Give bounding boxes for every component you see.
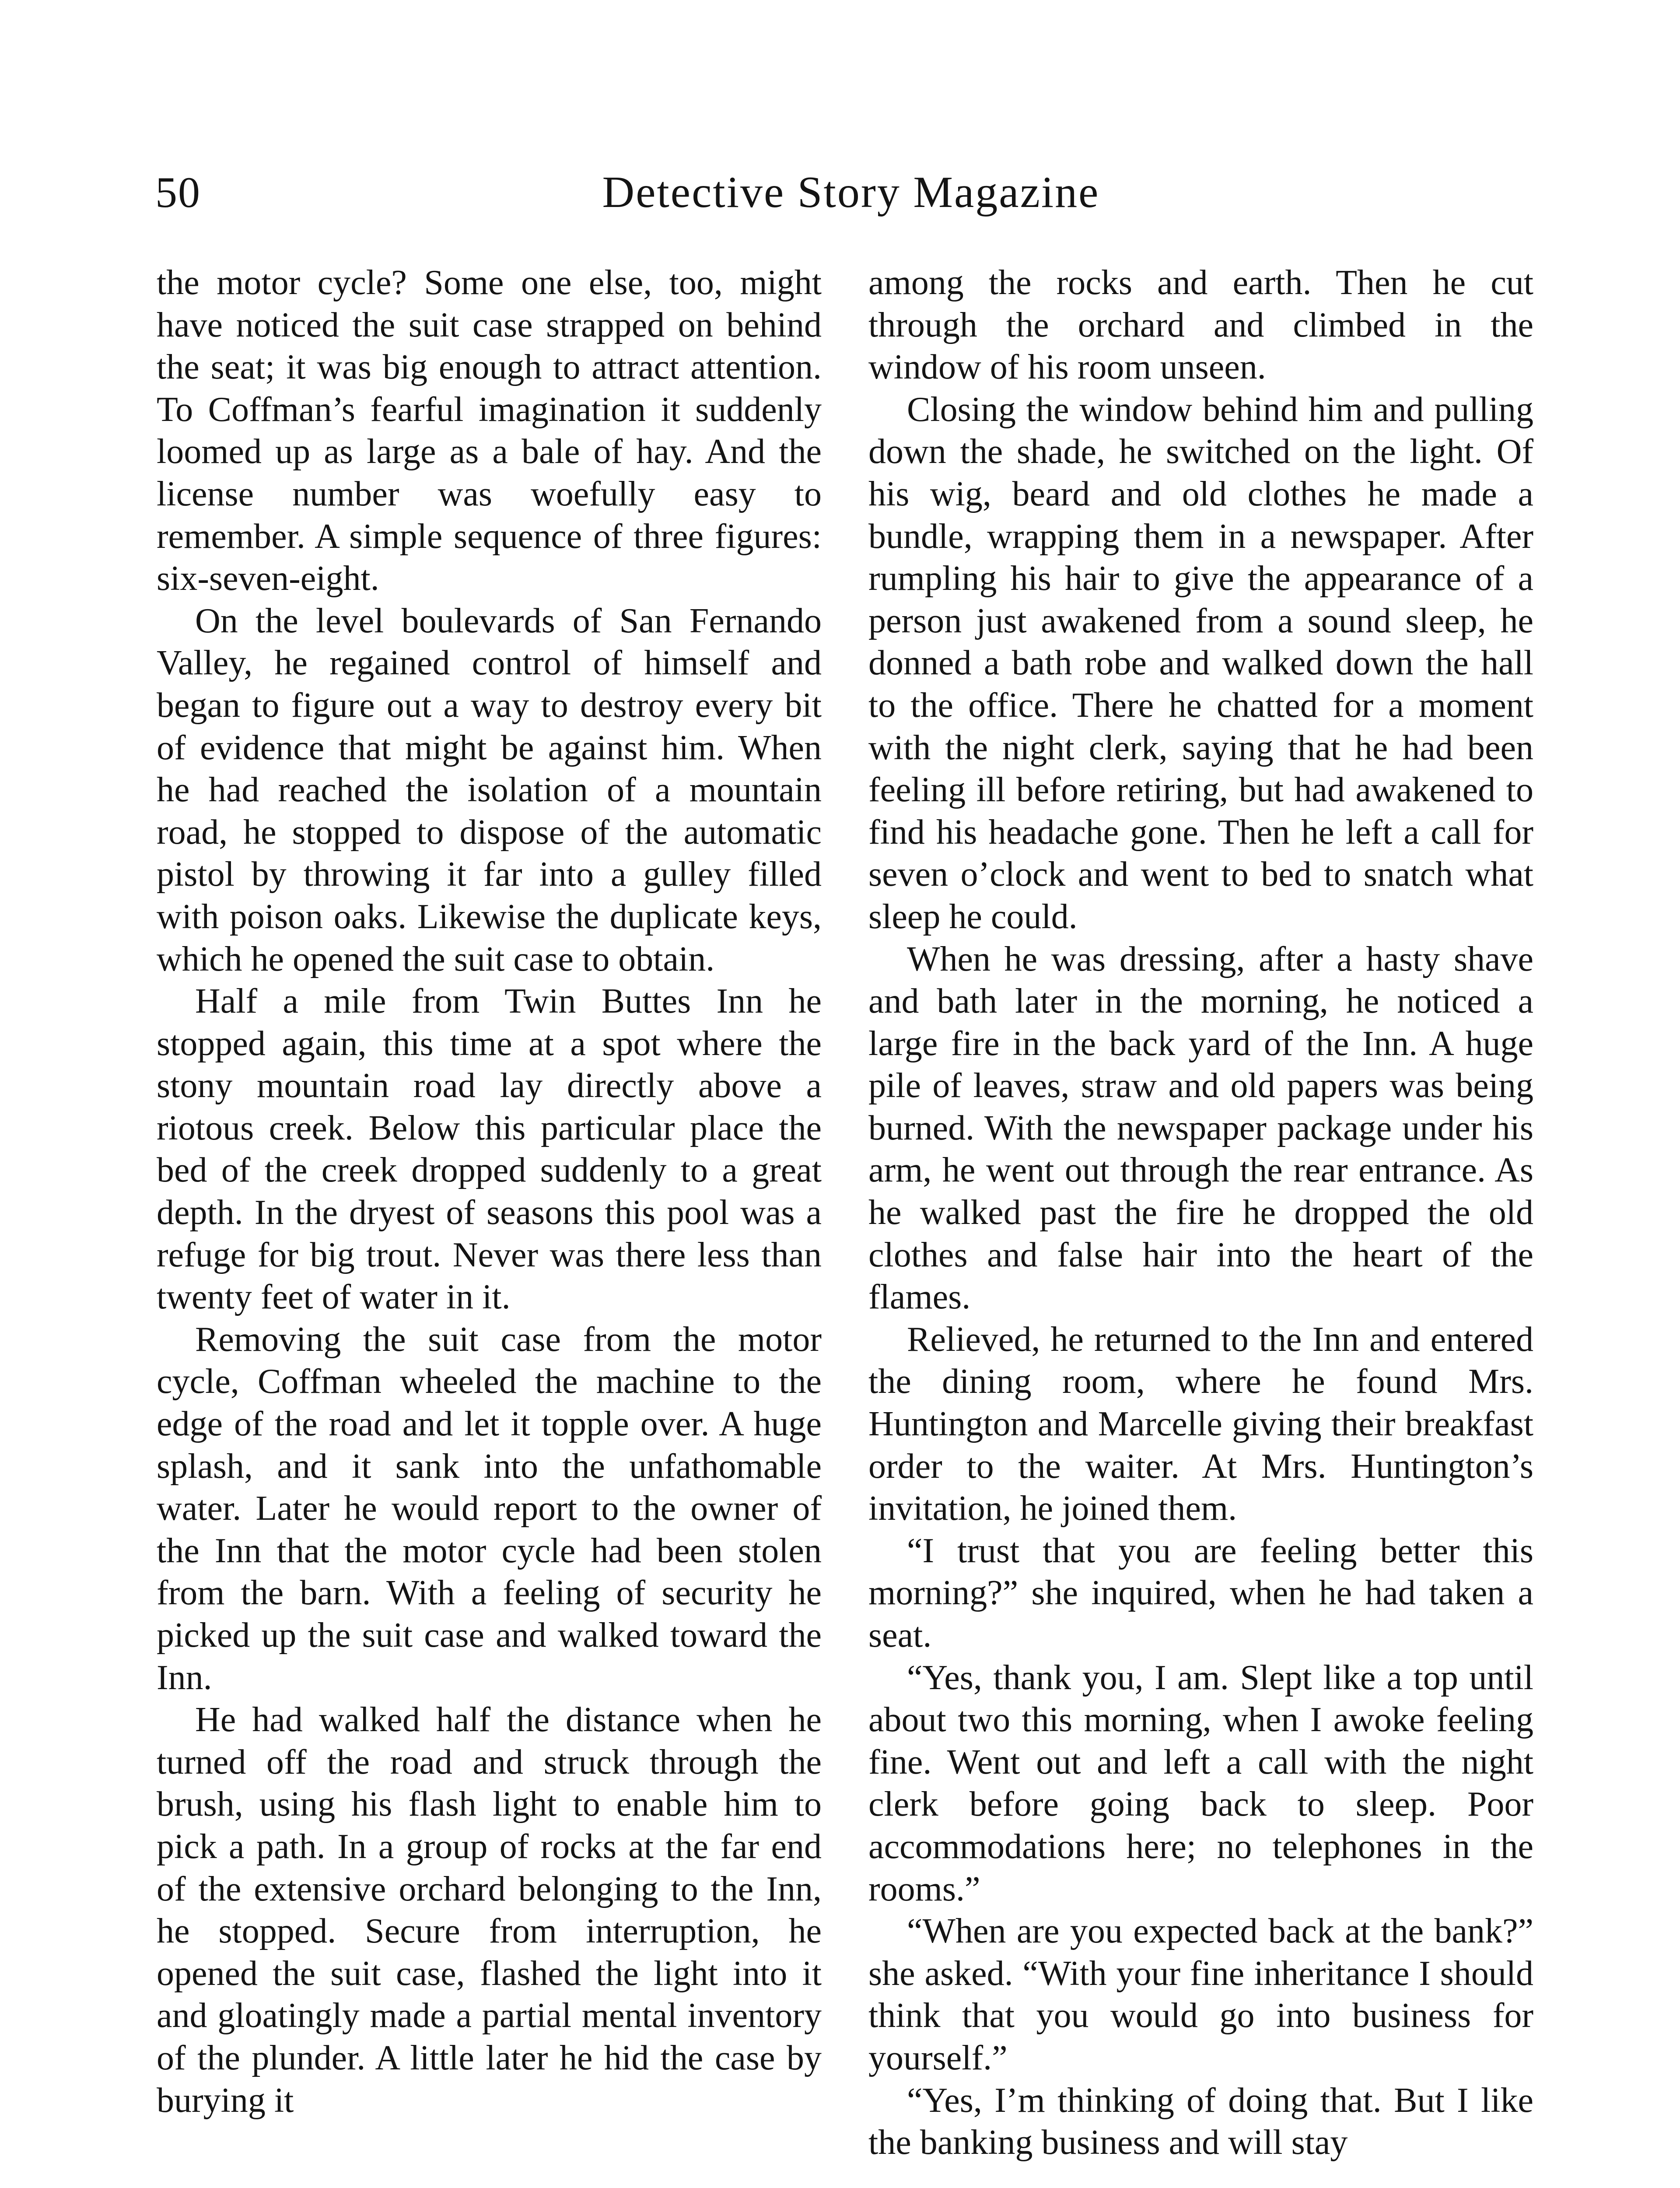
- paragraph: the motor cycle? Some one else, too, might have noticed the suit case strapped on behind the seat; it was big enough to attract attention. To Coffman’s fearful imagination it suddenly loomed up as large as a bale of hay. And the license number was woefully easy to remember. A simple sequence of three figures: six-seven-eight.: [157, 263, 822, 598]
- right-column: [868, 262, 1533, 2164]
- paragraph: Removing the suit case from the motor cycle, Coffman wheeled the machine to the edge of the road and let it topple over. A huge splash, and it sank into the unfathomable water. Later he would report to the owner of the Inn that the motor cycle had been stolen from the barn. With a feeling of security he picked up the suit case and walked toward the Inn.: [157, 1320, 822, 1697]
- paragraph: “When are you expected back at the bank?” she asked. “With your fine inheritance I should think that you would go into business for yourself.”: [868, 1912, 1533, 2077]
- paragraph: Relieved, he returned to the Inn and entered the dining room, where he found Mrs. Huntington and Marcelle giving their breakfast order to the waiter. At Mrs. Huntington’s invitation, he joined them.: [868, 1320, 1533, 1528]
- paragraph: “I trust that you are feeling better this morning?” she inquired, when he had taken a seat.: [868, 1531, 1533, 1655]
- paragraph: Half a mile from Twin Buttes Inn he stopped again, this time at a spot where the stony mountain road lay directly above a riotous creek. Below this particular place the bed of the creek dropped suddenly to a great depth. In the dryest of seasons this pool was a refuge for big trout. Never was there less than twenty feet of water in it.: [157, 982, 822, 1317]
- running-head: [155, 166, 1547, 228]
- paragraph: among the rocks and earth. Then he cut through the orchard and climbed in the window of his room unseen.: [868, 263, 1533, 387]
- paragraph: He had walked half the distance when he turned off the road and struck through the brush, using his flash light to enable him to pick a path. In a group of rocks at the far end of the extensive orchard belonging to the Inn, he stopped. Secure from interruption, he opened the suit case, flashed the light into it and gloatingly made a partial mental inventory of the plunder. A little later he hid the case by burying it: [157, 1701, 822, 2120]
- paragraph: On the level boulevards of San Fernando Valley, he regained control of himself and began to figure out a way to destroy every bit of evidence that might be against him. When he had reached the isolation of a mountain road, he stopped to dispose of the automatic pistol by throwing it far into a gulley filled with poison oaks. Likewise the duplicate keys, which he opened the suit case to obtain.: [157, 601, 822, 978]
- page-number: 50: [155, 168, 201, 217]
- paragraph: “Yes, thank you, I am. Slept like a top until about two this morning, when I awoke feeling fine. Went out and left a call with the night clerk before going back to sleep. Poor accommodations here; no telephones in the rooms.”: [868, 1658, 1533, 1908]
- paragraph: “Yes, I’m thinking of doing that. But I like the banking business and will stay: [868, 2081, 1533, 2162]
- paragraph: Closing the window behind him and pulling down the shade, he switched on the light. Of his wig, beard and old clothes he made a bundle, wrapping them in a newspaper. After rumpling his hair to give the appearance of a person just awakened from a sound sleep, he donned a bath robe and walked down the hall to the office. There he chatted for a moment with the night clerk, saying that he had been feeling ill before retiring, but had awakened to find his headache gone. Then he left a call for seven o’clock and went to bed to snatch what sleep he could.: [868, 390, 1533, 936]
- left-column: [157, 262, 822, 2121]
- paragraph: When he was dressing, after a hasty shave and bath later in the morning, he noticed a large fire in the back yard of the Inn. A huge pile of leaves, straw and old papers was being burned. With the newspaper package under his arm, he went out through the rear entrance. As he walked past the fire he dropped the old clothes and false hair into the heart of the flames.: [868, 940, 1533, 1317]
- magazine-title: Detective Story Magazine: [602, 168, 1100, 217]
